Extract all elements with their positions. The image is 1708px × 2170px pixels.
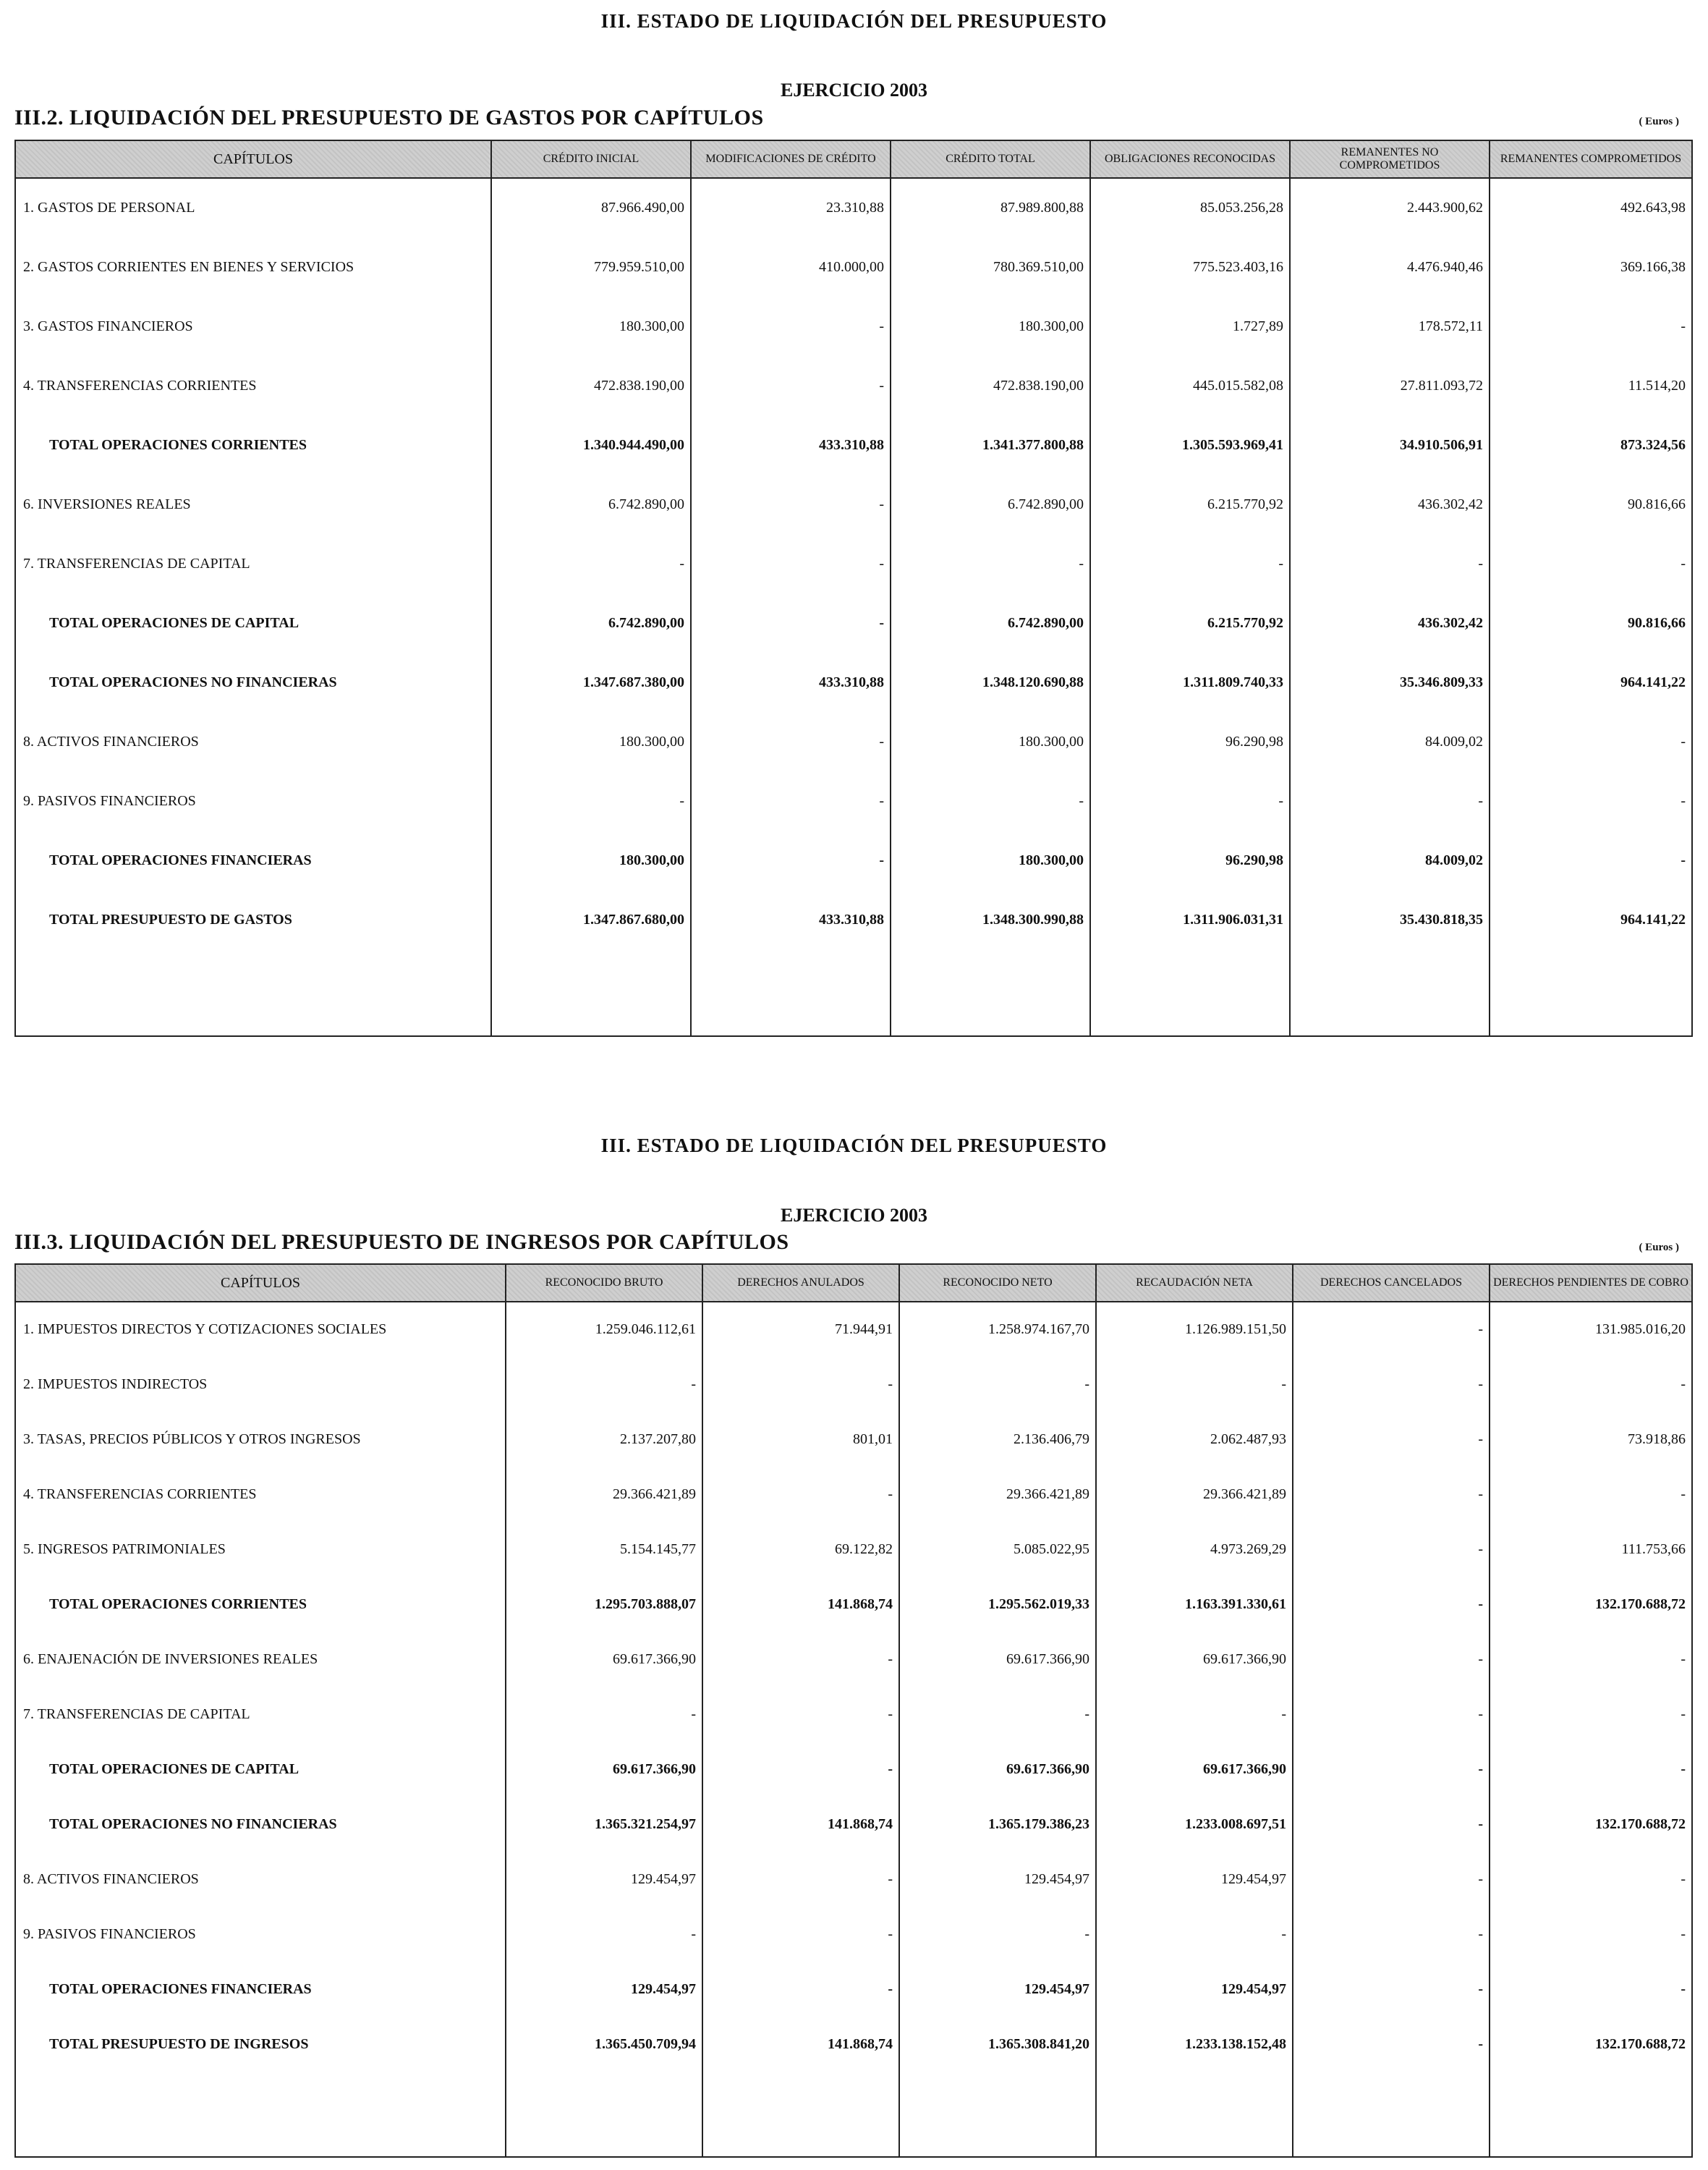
ingresos-row-label: TOTAL OPERACIONES NO FINANCIERAS: [15, 1797, 506, 1852]
ingresos-filler-cell: [702, 2072, 899, 2157]
ingresos-unit: ( Euros ): [1639, 1242, 1679, 1253]
gastos-cell: 369.166,38: [1490, 237, 1692, 297]
ingresos-cell: 2.062.487,93: [1096, 1412, 1293, 1467]
ingresos-filler-cell: [899, 2072, 1096, 2157]
gastos-cell: 84.009,02: [1290, 712, 1490, 771]
ingresos-cell: -: [506, 1357, 702, 1412]
ingresos-cell: -: [1096, 1357, 1293, 1412]
gastos-row-label: 1. GASTOS DE PERSONAL: [15, 178, 491, 237]
ingresos-cell: 1.365.321.254,97: [506, 1797, 702, 1852]
gastos-cell: 873.324,56: [1490, 415, 1692, 475]
ingresos-cell: 4.973.269,29: [1096, 1522, 1293, 1577]
gastos-row: [15, 712, 1692, 771]
gastos-header-5: REMANENTES NO COMPROMETIDOS: [1290, 140, 1490, 178]
ingresos-cell: 129.454,97: [899, 1852, 1096, 1907]
ingresos-cell: -: [899, 1687, 1096, 1742]
ingresos-cell: 69.122,82: [702, 1522, 899, 1577]
gastos-row-label: 2. GASTOS CORRIENTES EN BIENES Y SERVICIOS: [15, 237, 491, 297]
ingresos-cell: -: [1490, 1852, 1692, 1907]
gastos-subtitle: III.2. LIQUIDACIÓN DEL PRESUPUESTO DE GASTOS POR CAPÍTULOS: [14, 106, 764, 130]
gastos-filler-cell: [891, 949, 1090, 1036]
gastos-cell: -: [691, 475, 891, 534]
ingresos-cell: 71.944,91: [702, 1302, 899, 1357]
ingresos-cell: 141.868,74: [702, 1797, 899, 1852]
gastos-cell: 178.572,11: [1290, 297, 1490, 356]
ingresos-cell: 5.154.145,77: [506, 1522, 702, 1577]
ingresos-row-label: 1. IMPUESTOS DIRECTOS Y COTIZACIONES SOCIALES: [15, 1302, 506, 1357]
gastos-cell: 90.816,66: [1490, 475, 1692, 534]
gastos-cell: 433.310,88: [691, 415, 891, 475]
gastos-header-2: MODIFICACIONES DE CRÉDITO: [691, 140, 891, 178]
ingresos-cell: 132.170.688,72: [1490, 1797, 1692, 1852]
gastos-cell: 11.514,20: [1490, 356, 1692, 415]
ingresos-main-title: III. ESTADO DE LIQUIDACIÓN DEL PRESUPUESTO: [600, 1135, 1108, 1156]
ingresos-cell: -: [1293, 1797, 1490, 1852]
ingresos-filler-cell: [506, 2072, 702, 2157]
gastos-cell: 1.347.867.680,00: [491, 890, 691, 949]
gastos-cell: 180.300,00: [491, 831, 691, 890]
ingresos-row-label: 9. PASIVOS FINANCIEROS: [15, 1907, 506, 1962]
ingresos-row: [15, 1852, 1692, 1907]
gastos-row-label: 3. GASTOS FINANCIEROS: [15, 297, 491, 356]
gastos-cell: -: [1490, 712, 1692, 771]
gastos-cell: -: [691, 297, 891, 356]
ingresos-cell: -: [506, 1687, 702, 1742]
gastos-row: [15, 237, 1692, 297]
ingresos-cell: 1.233.138.152,48: [1096, 2017, 1293, 2072]
ingresos-cell: -: [702, 1357, 899, 1412]
ingresos-row: [15, 1687, 1692, 1742]
ingresos-cell: 1.259.046.112,61: [506, 1302, 702, 1357]
gastos-exercise: EJERCICIO 2003: [781, 80, 927, 101]
gastos-cell: -: [691, 593, 891, 653]
ingresos-row: [15, 1357, 1692, 1412]
ingresos-cell: 29.366.421,89: [1096, 1467, 1293, 1522]
ingresos-cell: 129.454,97: [506, 1852, 702, 1907]
ingresos-cell: -: [702, 1907, 899, 1962]
gastos-cell: 472.838.190,00: [891, 356, 1090, 415]
ingresos-cell: -: [1293, 1522, 1490, 1577]
ingresos-row: [15, 2017, 1692, 2072]
gastos-cell: 96.290,98: [1090, 712, 1290, 771]
ingresos-cell: 1.258.974.167,70: [899, 1302, 1096, 1357]
ingresos-row-label: 2. IMPUESTOS INDIRECTOS: [15, 1357, 506, 1412]
ingresos-row: [15, 1632, 1692, 1687]
gastos-filler-cell: [1490, 949, 1692, 1036]
ingresos-filler-cell: [1293, 2072, 1490, 2157]
gastos-cell: 87.966.490,00: [491, 178, 691, 237]
ingresos-cell: 129.454,97: [1096, 1852, 1293, 1907]
ingresos-cell: 1.365.179.386,23: [899, 1797, 1096, 1852]
gastos-cell: -: [691, 771, 891, 831]
gastos-row: [15, 534, 1692, 593]
gastos-row-label: TOTAL PRESUPUESTO DE GASTOS: [15, 890, 491, 949]
gastos-cell: 180.300,00: [891, 297, 1090, 356]
ingresos-filler-cell: [1490, 2072, 1692, 2157]
gastos-cell: 90.816,66: [1490, 593, 1692, 653]
ingresos-cell: -: [1490, 1467, 1692, 1522]
ingresos-cell: -: [1293, 1962, 1490, 2017]
ingresos-cell: -: [1490, 1742, 1692, 1797]
ingresos-cell: 801,01: [702, 1412, 899, 1467]
ingresos-cell: -: [1490, 1907, 1692, 1962]
gastos-cell: 35.346.809,33: [1290, 653, 1490, 712]
ingresos-cell: -: [702, 1467, 899, 1522]
ingresos-cell: 1.295.562.019,33: [899, 1577, 1096, 1632]
ingresos-cell: -: [702, 1687, 899, 1742]
ingresos-cell: 1.365.450.709,94: [506, 2017, 702, 2072]
gastos-cell: 1.341.377.800,88: [891, 415, 1090, 475]
ingresos-cell: -: [702, 1632, 899, 1687]
gastos-filler-cell: [691, 949, 891, 1036]
gastos-row: [15, 653, 1692, 712]
ingresos-cell: 29.366.421,89: [899, 1467, 1096, 1522]
ingresos-cell: -: [1490, 1687, 1692, 1742]
gastos-cell: 964.141,22: [1490, 890, 1692, 949]
ingresos-cell: 69.617.366,90: [506, 1632, 702, 1687]
gastos-cell: -: [1290, 534, 1490, 593]
gastos-cell: 23.310,88: [691, 178, 891, 237]
ingresos-header-3: RECONOCIDO NETO: [899, 1264, 1096, 1302]
ingresos-cell: -: [506, 1907, 702, 1962]
gastos-cell: -: [691, 712, 891, 771]
ingresos-cell: -: [702, 1742, 899, 1797]
gastos-cell: 445.015.582,08: [1090, 356, 1290, 415]
gastos-cell: 2.443.900,62: [1290, 178, 1490, 237]
ingresos-cell: 1.126.989.151,50: [1096, 1302, 1293, 1357]
gastos-cell: 433.310,88: [691, 890, 891, 949]
gastos-filler-cell: [15, 949, 491, 1036]
ingresos-cell: 111.753,66: [1490, 1522, 1692, 1577]
gastos-cell: 4.476.940,46: [1290, 237, 1490, 297]
gastos-cell: 27.811.093,72: [1290, 356, 1490, 415]
ingresos-row: [15, 1522, 1692, 1577]
gastos-cell: 35.430.818,35: [1290, 890, 1490, 949]
gastos-header-0: CAPÍTULOS: [15, 140, 491, 178]
ingresos-cell: -: [1293, 1467, 1490, 1522]
gastos-row-label: 4. TRANSFERENCIAS CORRIENTES: [15, 356, 491, 415]
gastos-header-1: CRÉDITO INICIAL: [491, 140, 691, 178]
ingresos-cell: 73.918,86: [1490, 1412, 1692, 1467]
gastos-cell: 1.348.120.690,88: [891, 653, 1090, 712]
gastos-row: [15, 593, 1692, 653]
gastos-cell: 6.215.770,92: [1090, 475, 1290, 534]
ingresos-header-5: DERECHOS CANCELADOS: [1293, 1264, 1490, 1302]
gastos-cell: -: [1490, 831, 1692, 890]
gastos-cell: -: [491, 771, 691, 831]
ingresos-row-label: TOTAL OPERACIONES DE CAPITAL: [15, 1742, 506, 1797]
ingresos-cell: -: [1293, 1412, 1490, 1467]
ingresos-header-1: RECONOCIDO BRUTO: [506, 1264, 702, 1302]
ingresos-cell: -: [1293, 1742, 1490, 1797]
ingresos-row: [15, 1302, 1692, 1357]
gastos-cell: 96.290,98: [1090, 831, 1290, 890]
ingresos-row: [15, 1577, 1692, 1632]
ingresos-cell: -: [899, 1357, 1096, 1412]
gastos-filler-cell: [491, 949, 691, 1036]
gastos-cell: 180.300,00: [491, 712, 691, 771]
ingresos-row: [15, 1742, 1692, 1797]
ingresos-cell: -: [1490, 1962, 1692, 2017]
gastos-cell: 180.300,00: [491, 297, 691, 356]
gastos-cell: 1.340.944.490,00: [491, 415, 691, 475]
gastos-cell: 1.727,89: [1090, 297, 1290, 356]
ingresos-cell: -: [702, 1962, 899, 2017]
ingresos-row: [15, 1797, 1692, 1852]
ingresos-cell: -: [1293, 1852, 1490, 1907]
ingresos-row-label: 6. ENAJENACIÓN DE INVERSIONES REALES: [15, 1632, 506, 1687]
gastos-cell: 84.009,02: [1290, 831, 1490, 890]
gastos-cell: 1.347.687.380,00: [491, 653, 691, 712]
gastos-cell: 964.141,22: [1490, 653, 1692, 712]
gastos-unit: ( Euros ): [1639, 116, 1679, 127]
gastos-cell: 85.053.256,28: [1090, 178, 1290, 237]
gastos-cell: -: [1090, 771, 1290, 831]
ingresos-cell: 69.617.366,90: [899, 1632, 1096, 1687]
ingresos-row: [15, 1467, 1692, 1522]
gastos-filler-row: [15, 949, 1692, 1036]
gastos-header-6: REMANENTES COMPROMETIDOS: [1490, 140, 1692, 178]
ingresos-subtitle: III.3. LIQUIDACIÓN DEL PRESUPUESTO DE INGRESOS POR CAPÍTULOS: [14, 1230, 789, 1254]
gastos-cell: 6.215.770,92: [1090, 593, 1290, 653]
gastos-row: [15, 890, 1692, 949]
gastos-filler-cell: [1290, 949, 1490, 1036]
ingresos-row-label: 7. TRANSFERENCIAS DE CAPITAL: [15, 1687, 506, 1742]
ingresos-cell: -: [1293, 2017, 1490, 2072]
ingresos-cell: 2.137.207,80: [506, 1412, 702, 1467]
ingresos-row-label: 8. ACTIVOS FINANCIEROS: [15, 1852, 506, 1907]
gastos-cell: 436.302,42: [1290, 593, 1490, 653]
gastos-row-label: TOTAL OPERACIONES FINANCIERAS: [15, 831, 491, 890]
ingresos-cell: -: [1293, 1632, 1490, 1687]
gastos-cell: 436.302,42: [1290, 475, 1490, 534]
gastos-row-label: TOTAL OPERACIONES DE CAPITAL: [15, 593, 491, 653]
ingresos-cell: -: [702, 1852, 899, 1907]
ingresos-cell: -: [1490, 1357, 1692, 1412]
ingresos-filler-row: [15, 2072, 1692, 2157]
gastos-cell: 1.311.809.740,33: [1090, 653, 1290, 712]
ingresos-row: [15, 1412, 1692, 1467]
ingresos-cell: -: [1096, 1687, 1293, 1742]
gastos-row: [15, 771, 1692, 831]
gastos-table: [14, 140, 1693, 1037]
gastos-cell: -: [691, 534, 891, 593]
gastos-cell: 6.742.890,00: [891, 593, 1090, 653]
ingresos-cell: 132.170.688,72: [1490, 1577, 1692, 1632]
gastos-cell: -: [1490, 534, 1692, 593]
ingresos-row-label: 5. INGRESOS PATRIMONIALES: [15, 1522, 506, 1577]
gastos-main-title: III. ESTADO DE LIQUIDACIÓN DEL PRESUPUESTO: [600, 10, 1108, 32]
ingresos-header-0: CAPÍTULOS: [15, 1264, 506, 1302]
ingresos-filler-cell: [1096, 2072, 1293, 2157]
gastos-cell: -: [691, 831, 891, 890]
ingresos-cell: 1.365.308.841,20: [899, 2017, 1096, 2072]
ingresos-cell: 141.868,74: [702, 1577, 899, 1632]
gastos-cell: 6.742.890,00: [491, 593, 691, 653]
gastos-cell: -: [1290, 771, 1490, 831]
ingresos-row-label: TOTAL OPERACIONES FINANCIERAS: [15, 1962, 506, 2017]
gastos-cell: 492.643,98: [1490, 178, 1692, 237]
gastos-header-4: OBLIGACIONES RECONOCIDAS: [1090, 140, 1290, 178]
gastos-row-label: TOTAL OPERACIONES CORRIENTES: [15, 415, 491, 475]
gastos-row: [15, 415, 1692, 475]
ingresos-cell: 1.295.703.888,07: [506, 1577, 702, 1632]
ingresos-cell: 129.454,97: [506, 1962, 702, 2017]
ingresos-cell: -: [1293, 1302, 1490, 1357]
gastos-cell: -: [1090, 534, 1290, 593]
gastos-cell: 180.300,00: [891, 712, 1090, 771]
gastos-cell: 779.959.510,00: [491, 237, 691, 297]
ingresos-cell: -: [1293, 1907, 1490, 1962]
ingresos-exercise: EJERCICIO 2003: [781, 1205, 927, 1226]
gastos-cell: 1.348.300.990,88: [891, 890, 1090, 949]
gastos-header-3: CRÉDITO TOTAL: [891, 140, 1090, 178]
ingresos-cell: 131.985.016,20: [1490, 1302, 1692, 1357]
gastos-cell: 433.310,88: [691, 653, 891, 712]
ingresos-header-2: DERECHOS ANULADOS: [702, 1264, 899, 1302]
ingresos-cell: 69.617.366,90: [1096, 1742, 1293, 1797]
ingresos-row-label: 3. TASAS, PRECIOS PÚBLICOS Y OTROS INGRESOS: [15, 1412, 506, 1467]
ingresos-header-4: RECAUDACIÓN NETA: [1096, 1264, 1293, 1302]
ingresos-cell: 69.617.366,90: [899, 1742, 1096, 1797]
gastos-row: [15, 297, 1692, 356]
gastos-cell: 775.523.403,16: [1090, 237, 1290, 297]
gastos-row-label: TOTAL OPERACIONES NO FINANCIERAS: [15, 653, 491, 712]
ingresos-cell: -: [899, 1907, 1096, 1962]
ingresos-cell: 129.454,97: [1096, 1962, 1293, 2017]
ingresos-cell: 129.454,97: [899, 1962, 1096, 2017]
gastos-row-label: 8. ACTIVOS FINANCIEROS: [15, 712, 491, 771]
gastos-row: [15, 178, 1692, 237]
gastos-cell: -: [891, 771, 1090, 831]
ingresos-cell: 5.085.022,95: [899, 1522, 1096, 1577]
gastos-cell: -: [691, 356, 891, 415]
gastos-cell: 1.305.593.969,41: [1090, 415, 1290, 475]
ingresos-cell: 1.233.008.697,51: [1096, 1797, 1293, 1852]
gastos-cell: 6.742.890,00: [491, 475, 691, 534]
ingresos-row: [15, 1907, 1692, 1962]
gastos-cell: -: [1490, 771, 1692, 831]
ingresos-cell: 2.136.406,79: [899, 1412, 1096, 1467]
ingresos-header-6: DERECHOS PENDIENTES DE COBRO: [1490, 1264, 1692, 1302]
ingresos-cell: 69.617.366,90: [1096, 1632, 1293, 1687]
gastos-cell: 780.369.510,00: [891, 237, 1090, 297]
gastos-cell: 472.838.190,00: [491, 356, 691, 415]
ingresos-filler-cell: [15, 2072, 506, 2157]
gastos-cell: -: [1490, 297, 1692, 356]
ingresos-cell: -: [1490, 1632, 1692, 1687]
ingresos-table: [14, 1263, 1693, 2158]
gastos-cell: 180.300,00: [891, 831, 1090, 890]
gastos-row-label: 6. INVERSIONES REALES: [15, 475, 491, 534]
gastos-cell: 410.000,00: [691, 237, 891, 297]
ingresos-row-label: 4. TRANSFERENCIAS CORRIENTES: [15, 1467, 506, 1522]
ingresos-cell: 132.170.688,72: [1490, 2017, 1692, 2072]
ingresos-cell: 29.366.421,89: [506, 1467, 702, 1522]
ingresos-cell: -: [1293, 1357, 1490, 1412]
ingresos-cell: 1.163.391.330,61: [1096, 1577, 1293, 1632]
ingresos-row-label: TOTAL PRESUPUESTO DE INGRESOS: [15, 2017, 506, 2072]
ingresos-cell: -: [1096, 1907, 1293, 1962]
gastos-row: [15, 356, 1692, 415]
ingresos-cell: -: [1293, 1687, 1490, 1742]
gastos-cell: 87.989.800,88: [891, 178, 1090, 237]
gastos-row-label: 9. PASIVOS FINANCIEROS: [15, 771, 491, 831]
gastos-cell: -: [491, 534, 691, 593]
gastos-filler-cell: [1090, 949, 1290, 1036]
gastos-row: [15, 831, 1692, 890]
ingresos-cell: 69.617.366,90: [506, 1742, 702, 1797]
gastos-cell: 1.311.906.031,31: [1090, 890, 1290, 949]
gastos-cell: -: [891, 534, 1090, 593]
gastos-cell: 34.910.506,91: [1290, 415, 1490, 475]
gastos-row: [15, 475, 1692, 534]
ingresos-cell: 141.868,74: [702, 2017, 899, 2072]
gastos-row-label: 7. TRANSFERENCIAS DE CAPITAL: [15, 534, 491, 593]
gastos-cell: 6.742.890,00: [891, 475, 1090, 534]
ingresos-row: [15, 1962, 1692, 2017]
ingresos-cell: -: [1293, 1577, 1490, 1632]
ingresos-row-label: TOTAL OPERACIONES CORRIENTES: [15, 1577, 506, 1632]
